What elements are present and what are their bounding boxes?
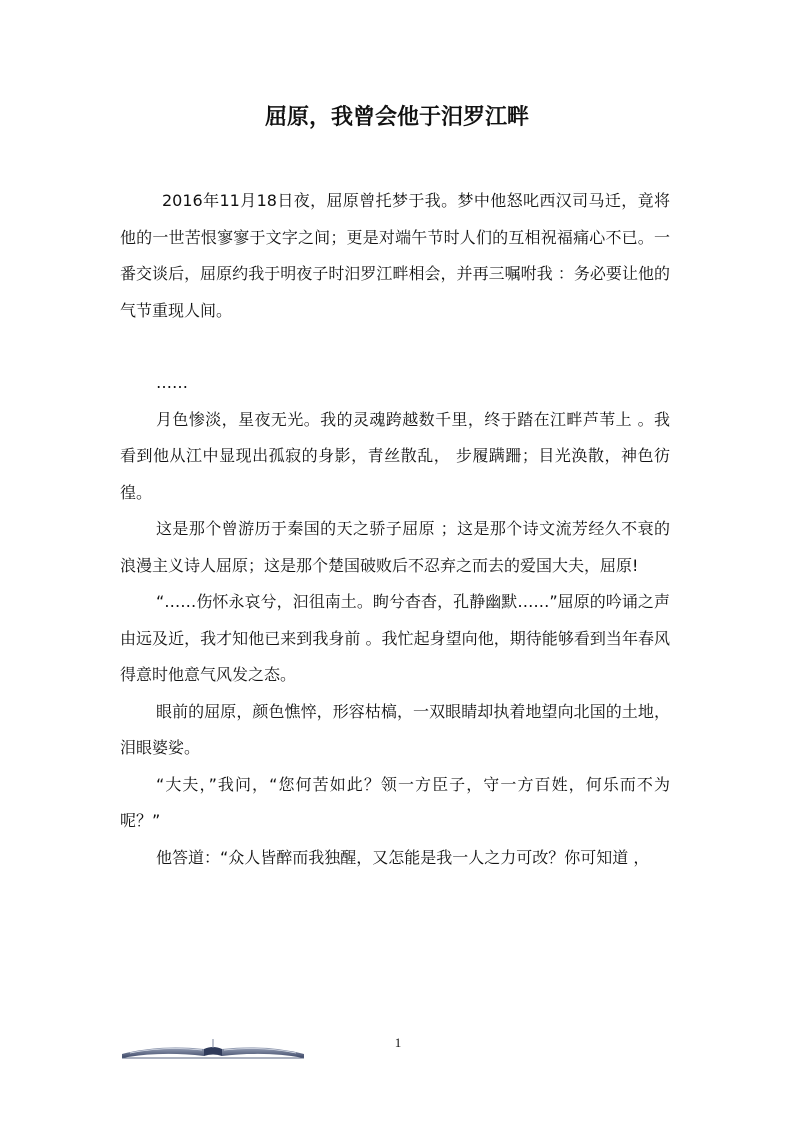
paragraph-question: “大夫，”我问，“您何苦如此？领一方臣子，守一方百姓，何乐而不为呢？” bbox=[120, 774, 670, 830]
paragraph-ellipsis: …… bbox=[156, 373, 188, 392]
paragraph-this-is-quyuan: 这是那个曾游历于秦国的天之骄子屈原 ；这是那个诗文流芳经久不衰的浪漫主义诗人屈原；这是那个楚国破败后不忍弃之而去的爱国大夫，屈原! bbox=[120, 519, 670, 575]
paragraph-answer: 他答道：“众人皆醉而我独醒，又怎能是我一人之力可改？你可知道 ， bbox=[156, 847, 650, 867]
page-title: 屈原，我曾会他于汨罗江畔 bbox=[264, 105, 529, 130]
paragraph-dream: 2016年11月18日夜，屈原曾托梦于我。梦中他怒叱西汉司马迁，竟将他的一世苦恨寥寥于文字之间；更是对端午节时人们的互相祝福痛心不已。一番交谈后，屈原约我于明夜子时汨罗江畔相会，并再三嘱咐我 ：务必要让他的气节重现人间。 bbox=[120, 191, 670, 320]
article-body bbox=[120, 183, 670, 876]
open-book-icon bbox=[120, 1036, 306, 1060]
page-number: 1 bbox=[394, 1035, 402, 1050]
paragraph-recitation: “……伤怀永哀兮，汩徂南土。眴兮杳杳，孔静幽默……”屈原的吟诵之声由远及近，我才知他已来到我身前 。我忙起身望向他，期待能够看到当年春风得意时他意气风发之态。 bbox=[120, 592, 670, 684]
paragraph-appearance: 眼前的屈原，颜色憔悴，形容枯槁，一双眼睛却执着地望向北国的土地，泪眼婆娑。 bbox=[120, 701, 670, 757]
paragraph-moonlight: 月色惨淡，星夜无光。我的灵魂跨越数千里，终于踏在江畔芦苇上 。我看到他从江中显现出孤寂的身影，青丝散乱， 步履蹒跚；目光涣散，神色彷徨。 bbox=[120, 409, 670, 502]
